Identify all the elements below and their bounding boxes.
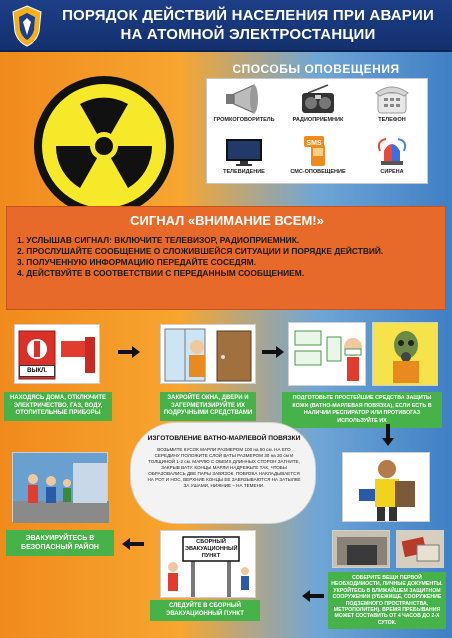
people-evacuating-icon	[13, 453, 109, 523]
evacuation-sign-label: СБОРНЫЙ ЭВАКУАЦИОННЫЙ ПУНКТ	[185, 539, 238, 559]
documents-image	[396, 530, 444, 568]
documents-icon	[397, 531, 445, 569]
radiation-hazard-icon	[30, 72, 178, 220]
notification-title: СПОСОБЫ ОПОВЕЩЕНИЯ	[232, 62, 400, 76]
siren-icon	[372, 135, 412, 167]
bandage-title: ИЗГОТОВЛЕНИЕ ВАТНО-МАРЛЕВОЙ ПОВЯЗКИ	[147, 435, 301, 442]
notification-methods-panel	[206, 78, 428, 184]
sms-icon	[298, 135, 338, 167]
emergency-emblem-icon	[10, 4, 44, 48]
method-telephone: ТЕЛЕФОН	[355, 79, 429, 131]
method-television: ТЕЛЕВИДЕНИЕ	[207, 131, 281, 183]
shelter-image	[332, 530, 390, 568]
method-siren: СИРЕНА	[355, 131, 429, 183]
signal-line-3: 3. ПОЛУЧЕННУЮ ИНФОРМАЦИЮ ПЕРЕДАЙТЕ СОСЕДЯМ.	[17, 257, 256, 267]
pack-belongings-image	[342, 452, 430, 522]
step-1-caption: НАХОДЯСЬ ДОМА, ОТКЛЮЧИТЕ ЭЛЕКТРИЧЕСТВО, ГАЗ, ВОДУ, ОТОПИТЕЛЬНЫЕ ПРИБОРЫ	[4, 392, 112, 421]
step-3-caption: ПОДГОТОВЬТЕ ПРОСТЕЙШИЕ СРЕДСТВА ЗАЩИТЫ КОЖИ (ВАТНО-МАРЛЕВАЯ ПОВЯЗКА), ЕСЛИ ЕСТЬ В НАЛИЧИИ РЕСПИРАТОР ИЛИ ПРОТИВОГАЗ ИСПОЛЬЗУЙТЕ ИХ	[282, 392, 442, 428]
step-2-caption: ЗАКРОЙТЕ ОКНА, ДВЕРИ И ЗАГЕРМЕТИЗИРУЙТЕ ИХ ПОДРУЧНЫМИ СРЕДСТВАМИ	[160, 392, 256, 421]
bandage-text: ВОЗЬМИТЕ КУСОК МАРЛИ РАЗМЕРОМ 100 на 50 см. НА ЕГО СЕРЕДИНУ ПОЛОЖИТЕ СЛОЙ ВАТЫ РАЗМЕРОМ 30 на 20 см И ТОЛЩИНОЙ 1-2 см. МАРЛЮ С ОБЕИХ ДЛИННЫХ СТОРОН ЗАГНИТЕ, ЗАКРЫВ ВАТУ. КОНЦЫ МАРЛИ НАДРЕЖЬТЕ ТАК, ЧТОБЫ ОБРАЗОВАЛИСЬ ДВЕ ПАРЫ ЗАВЯЗОК. ПОВЯЗКА НАКЛАДЫВАЕТСЯ НА РОТ И НОС, ВЕРХНИЕ КОНЦЫ ЕЕ ЗАВЯЗЫВАЮТСЯ НА ЗАТЫЛКЕ ЗА УШАМИ, НИЖНИЕ – НА ТЕМЕНИ.	[147, 447, 301, 488]
evacuate-image	[12, 452, 108, 522]
step-5-caption: СЛЕДУЙТЕ В СБОРНЫЙ ЭВАКУАЦИОННЫЙ ПУНКТ	[150, 600, 260, 621]
shelter-entrance-icon	[333, 531, 391, 569]
gas-mask-icon	[373, 323, 439, 387]
signal-panel	[6, 206, 446, 310]
telephone-icon	[372, 83, 412, 115]
bandage-diagram-icon	[289, 323, 367, 387]
step-4-caption: СОБЕРИТЕ ВЕЩИ ПЕРВОЙ НЕОБХОДИМОСТИ, ЛИЧНЫЕ ДОКУМЕНТЫ. УКРОЙТЕСЬ В БЛИЖАЙШЕМ ЗАЩИТНОМ СООРУЖЕНИИ (УБЕЖИЩЕ, СООРУЖЕНИЕ ПОДЗЕМНОГО ПРОСТРАНСТВА, МЕТРОПОЛИТЕН). ВРЕМЯ ПРЕБЫВАНИЯ МОЖЕТ СОСТАВИТЬ ОТ 4 ЧАСОВ ДО 2-Х СУТОК.	[328, 572, 446, 629]
page-title: ПОРЯДОК ДЕЙСТВИЙ НАСЕЛЕНИЯ ПРИ АВАРИИ НА АТОМНОЙ ЭЛЕКТРОСТАНЦИИ	[62, 7, 434, 43]
switch-off-label: ВЫКЛ.	[19, 365, 55, 377]
arrow-right-icon	[262, 346, 284, 358]
switch-off-image	[14, 324, 100, 384]
signal-line-1: 1. УСЛЫШАВ СИГНАЛ: ВКЛЮЧИТЕ ТЕЛЕВИЗОР, РАДИОПРИЕМНИК.	[17, 235, 300, 245]
svg-text:SMS: SMS	[306, 140, 322, 147]
evacuation-point-image	[160, 530, 256, 598]
close-windows-image	[160, 324, 256, 384]
arrow-down-icon	[382, 424, 394, 446]
window-door-icon	[161, 325, 257, 385]
step-6-caption: ЭВАКУИРУЙТЕСЬ В БЕЗОПАСНЫЙ РАЙОН	[6, 530, 114, 556]
radio-icon	[298, 83, 338, 115]
gas-mask-image	[372, 322, 438, 386]
signal-line-2: 2. ПРОСЛУШАЙТЕ СООБЩЕНИЕ О СЛОЖИВШЕЙСЯ СИТУАЦИИ И ПОРЯДКЕ ДЕЙСТВИЙ.	[17, 246, 384, 256]
signal-instructions	[17, 235, 437, 279]
method-sms: SMS СМС-ОПОВЕЩЕНИЕ	[281, 131, 355, 183]
signal-title: СИГНАЛ «ВНИМАНИЕ ВСЕМ!»	[130, 213, 324, 228]
loudspeaker-icon	[224, 83, 264, 115]
arrow-right-icon	[118, 346, 140, 358]
method-loudspeaker: ГРОМКОГОВОРИТЕЛЬ	[207, 79, 281, 131]
person-with-bag-icon	[343, 453, 431, 523]
bandage-instructions-cloud	[130, 422, 316, 524]
arrow-left-icon	[122, 538, 144, 550]
method-radio: РАДИОПРИЕМНИК	[281, 79, 355, 131]
bandage-image	[288, 322, 366, 386]
arrow-left-icon	[302, 590, 324, 602]
signal-line-4: 4. ДЕЙСТВУЙТЕ В СООТВЕТСТВИИ С ПЕРЕДАННЫМ СООБЩЕНИЕМ.	[17, 268, 305, 278]
tv-icon	[224, 135, 264, 167]
